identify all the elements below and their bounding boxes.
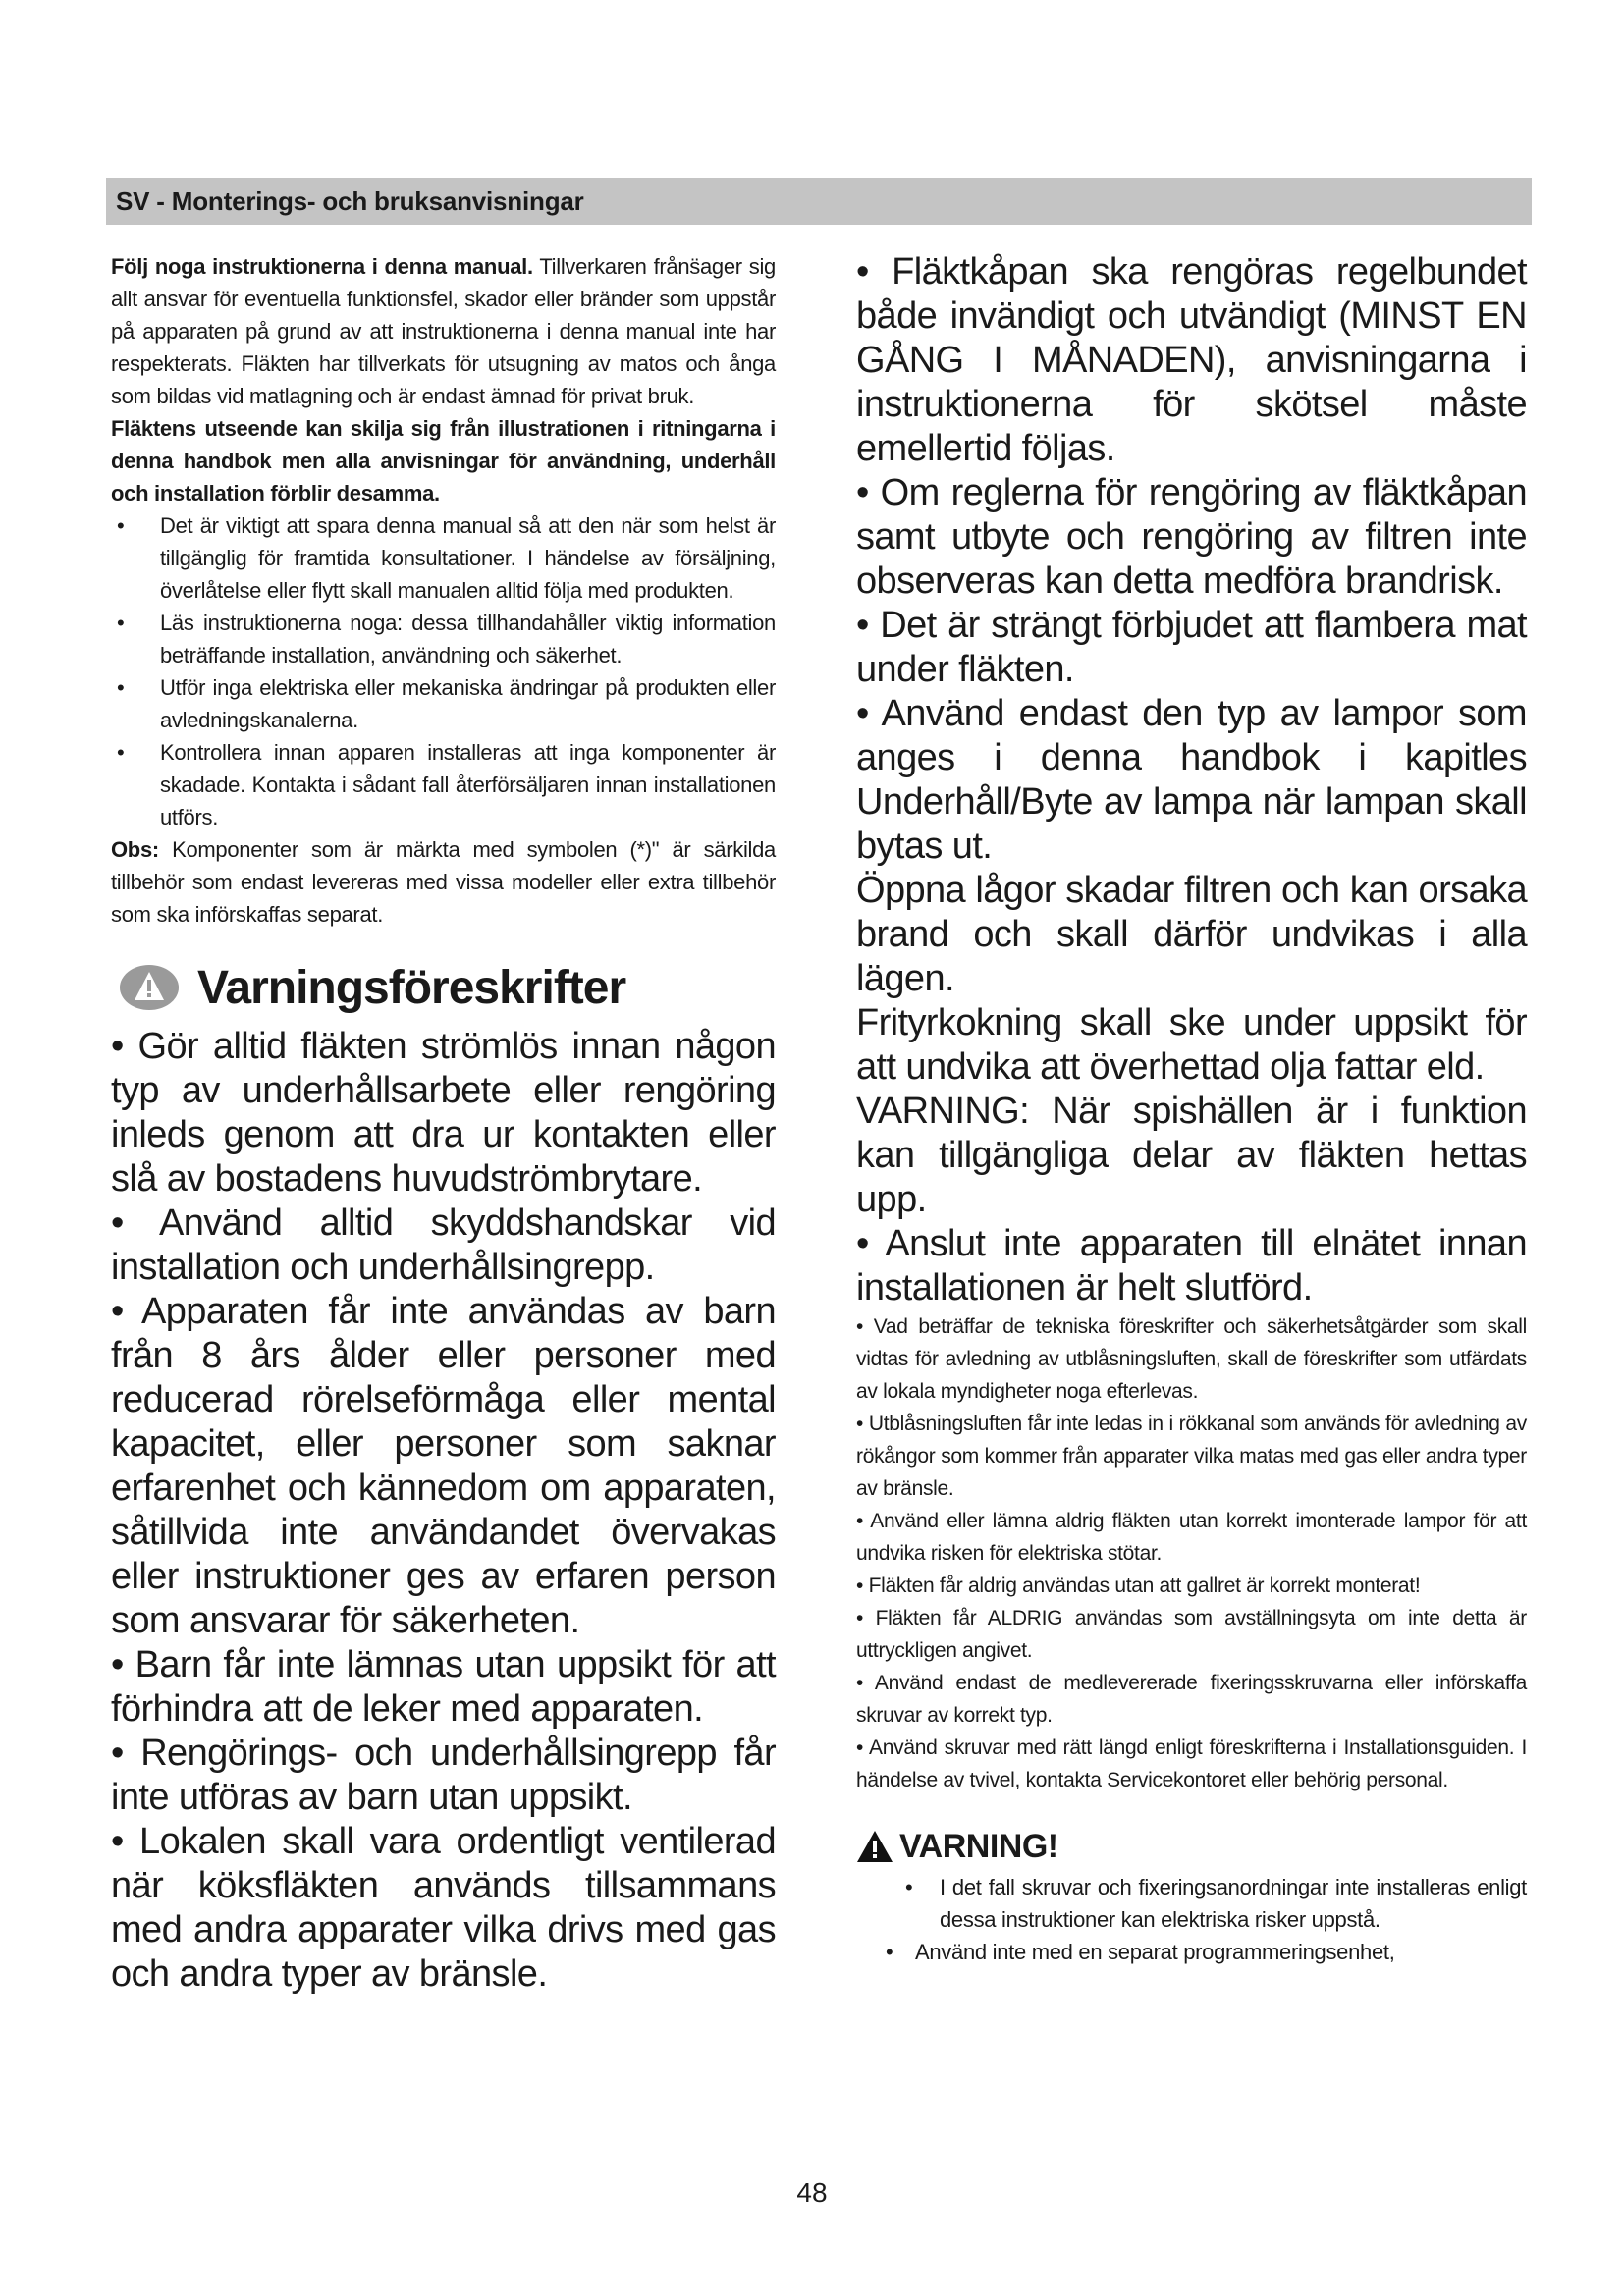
list-item: • Utför inga elektriska eller mekaniska ändringar på produkten eller avledningskanalerna. [117, 675, 776, 732]
list-item: • Läs instruktionerna noga: dessa tillhandahåller viktig information beträffande installation, användning och säkerhet. [117, 611, 776, 667]
technical-paragraph: • Fläkten får aldrig användas utan att gallret är korrekt monterat! [856, 1575, 1421, 1597]
warning-paragraph: • Barn får inte lämnas utan uppsikt för att förhindra att de leker med apparaten. [111, 1644, 776, 1730]
page-number: 48 [796, 2177, 828, 2208]
varning-list [856, 1871, 1527, 1968]
technical-paragraph: • Fläkten får ALDRIG användas som avställningsyta om inte detta är uttryckligen angivet. [856, 1607, 1527, 1662]
varning-title: VARNING! [899, 1827, 1058, 1865]
list-item: • Använd inte med en separat programmeringsenhet, [886, 1940, 1395, 1964]
obs-label: Obs: [111, 837, 159, 862]
technical-paragraph: • Vad beträffar de tekniska föreskrifter och säkerhetsåtgärder som skall vidtas för avledning av utblåsningsluften, skall de föreskrifter som utfärdats av lokala myndigheter noga efterlevas. [856, 1315, 1527, 1403]
safety-paragraph: • Anslut inte apparaten till elnätet innan installationen är helt slutförd. [856, 1223, 1527, 1308]
intro-paragraph [111, 250, 776, 412]
list-item: • Kontrollera innan apparen installeras att inga komponenter är skadade. Kontakta i sådant fall återförsäljaren innan installationen utförs. [117, 740, 776, 829]
obs-text: Komponenter som är märkta med symbolen (*)" är särkilda tillbehör som endast levereras med vissa modeller eller extra tillbehör som ska införskaffas separat. [111, 837, 776, 927]
technical-paragraph: • Utblåsningsluften får inte ledas in i rökkanal som används för avledning av rökångor som kommer från apparater vilka matas med gas eller andra typer av bränsle. [856, 1413, 1527, 1500]
technical-paragraph: • Använd skruvar med rätt längd enligt föreskrifterna i Installationsguiden. I händelse av tvivel, kontakta Servicekontoret eller behörig personal. [856, 1736, 1527, 1791]
warning-paragraph: • Gör alltid fläkten strömlös innan någon typ av underhållsarbete eller rengöring inleds genom att dra ur kontakten eller slå av bostadens huvudströmbrytare. [111, 1026, 776, 1200]
intro-bold: Följ noga instruktionerna i denna manual. [111, 254, 533, 279]
safety-paragraph: • Det är strängt förbjudet att flambera mat under fläkten. [856, 605, 1527, 690]
right-column [856, 250, 1527, 1968]
warnings-title: Varningsföreskrifter [197, 961, 626, 1014]
section-header-title: SV - Monterings- och bruksanvisningar [116, 187, 584, 216]
safety-paragraph: Frityrkokning skall ske under uppsikt för att undvika att överhettad olja fattar eld. [856, 1002, 1527, 1088]
list-item: • I det fall skruvar och fixeringsanordningar inte installeras enligt dessa instruktioner kan elektriska risker uppstå. [905, 1875, 1527, 1932]
safety-paragraph: • Om reglerna för rengöring av fläktkåpan samt utbyte och rengöring av filtren inte observeras kan detta medföra brandrisk. [856, 472, 1527, 602]
intro-text: Tillverkaren fråns̈ager sig allt ansvar för eventuella funktionsfel, skador eller bränder som uppstår på apparaten på grund av att instruktionerna i denna manual inte har respekterats. Fläkten har tillverkats för utsugning av matos och ånga som bildas vid matlagning och är endast ämnad för privat bruk. [111, 254, 776, 408]
technical-paragraph: • Använd endast de medlevererade fixeringsskruvarna eller införskaffa skruvar av korrekt typ. [856, 1672, 1527, 1727]
safety-paragraph: • Använd endast den typ av lampor som anges i denna handbok i kapitles Underhåll/Byte av lampa när lampan skall bytas ut. [856, 693, 1527, 867]
warning-triangle-icon [119, 963, 180, 1012]
warning-paragraph: • Rengörings- och underhållsingrepp får inte utföras av barn utan uppsikt. [111, 1733, 776, 1818]
warning-triangle-icon [856, 1830, 893, 1863]
obs-paragraph [111, 833, 776, 931]
appearance-notice: Fläktens utseende kan skilja sig från illustrationen i ritningarna i denna handbok men alla anvisningar för användning, underhåll och installation förblir desamma. [111, 416, 776, 506]
varning-heading [856, 1822, 1527, 1871]
list-item: • Det är viktigt att spara denna manual så att den när som helst är tillgänglig för framtida konsultationer. I händelse av försäljning, överlåtelse eller flytt skall manualen alltid följa med produkten. [117, 513, 776, 603]
warning-paragraph: • Lokalen skall vara ordentligt ventilerad när köksfläkten används tillsammans med andra apparater vilka drivs med gas och andra typer av bränsle. [111, 1821, 776, 1995]
safety-paragraph: VARNING: När spishällen är i funktion kan tillgängliga delar av fläkten hettas upp. [856, 1091, 1527, 1220]
instruction-bullets [111, 509, 776, 833]
warning-paragraph: • Använd alltid skyddshandskar vid installation och underhållsingrepp. [111, 1202, 776, 1288]
left-column [111, 250, 776, 1997]
section-header-bar [106, 178, 1532, 225]
safety-paragraph: • Fläktkåpan ska rengöras regelbundet både invändigt och utvändigt (MINST EN GÅNG I MÅNADEN), anvisningarna i instruktionerna för skötsel måste emellertid följas. [856, 251, 1527, 469]
technical-paragraph: • Använd eller lämna aldrig fläkten utan korrekt imonterade lampor för att undvika risken för elektriska stötar. [856, 1510, 1527, 1565]
warning-paragraph: • Apparaten får inte användas av barn från 8 års ålder eller personer med reducerad rörelseförmåga eller mental kapacitet, eller personer som saknar erfarenhet och kännedom om apparaten, såtillvida inte användandet övervakas eller instruktioner ges av erfaren person som ansvarar för säkerheten. [111, 1291, 776, 1641]
safety-paragraph: Öppna lågor skadar filtren och kan orsaka brand och skall därför undvikas i alla lägen. [856, 870, 1527, 999]
warnings-heading [111, 950, 776, 1025]
